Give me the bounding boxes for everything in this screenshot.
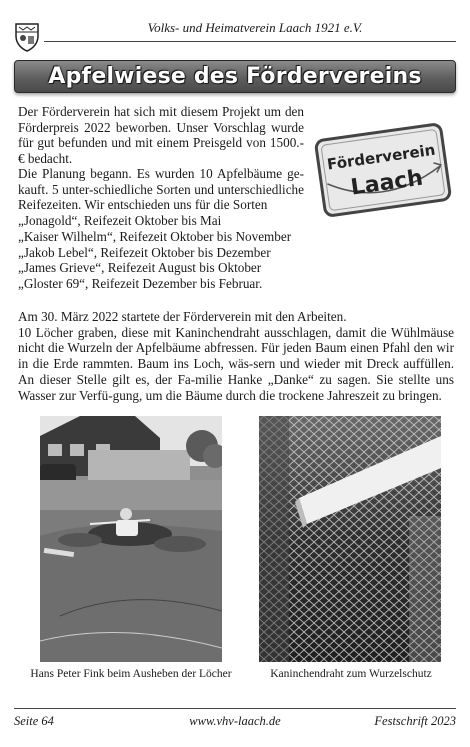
header-divider bbox=[44, 41, 456, 42]
page-number: Seite 64 bbox=[14, 714, 54, 728]
header-title: Volks- und Heimatverein Laach 1921 e.V. bbox=[147, 20, 363, 35]
title-banner bbox=[14, 60, 456, 93]
intro-paragraph: Der Förderverein hat sich mit diesem Projekt um den Förderpreis 2022 beworben. Unser Vorschlag wurde für gut befunden und mit einem Preisgeld von 1500.-€ bedacht. bbox=[18, 104, 304, 167]
page-title: Apfelwiese des Fördervereins bbox=[48, 64, 422, 89]
sign-line2: Laach bbox=[349, 165, 425, 201]
photo-caption-2: Kaninchendraht zum Wurzelschutz bbox=[270, 668, 432, 680]
planning-paragraph: Die Planung begann. Es wurden 10 Apfelbäume ge-kauft. 5 unter-schiedliche Sorten und unterschiedliche Reifezeiten. Wir entschieden uns für die Sorten bbox=[18, 166, 304, 213]
foerderverein-sign bbox=[310, 118, 456, 222]
sign-line1: Förderverein bbox=[325, 140, 437, 174]
variety-item: „Jonagold“, Reifezeit Oktober bis Mai bbox=[18, 213, 222, 229]
work-start-line: Am 30. März 2022 startete der Förderverein mit den Arbeiten. bbox=[18, 309, 347, 324]
website-url: www.vhv-laach.de bbox=[189, 714, 281, 728]
work-paragraph: 10 Löcher graben, diese mit Kaninchendraht ausschlagen, damit die Wühlmäuse nicht die Wurzeln der Apfelbäume abfressen. Für jeden Baum einen Pfahl den wir in die Erde rammten. Baum ins Loch, wäs-sern und wieder mit Dreck auffüllen. An dieser Stelle gilt es, der Fa-milie Hanke „Danke“ zu sagen. Sie stellte uns Wasser zur Verfü-gung, um die Bäume durch die trockene Jahreszeit zu bringen. bbox=[18, 324, 454, 403]
variety-item: „James Grieve“, Reifezeit August bis Oktober bbox=[18, 260, 262, 276]
planning-section bbox=[18, 166, 304, 292]
footer-divider bbox=[14, 708, 456, 709]
photo-caption-1: Hans Peter Fink beim Ausheben der Löcher bbox=[30, 668, 232, 680]
wire-mesh-photo bbox=[259, 416, 441, 662]
variety-item: „Kaiser Wilhelm“, Reifezeit Oktober bis November bbox=[18, 228, 292, 244]
variety-item: „Gloster 69“, Reifezeit Dezember bis Februar. bbox=[18, 275, 263, 291]
digging-photo bbox=[40, 416, 222, 662]
publication-name: Festschrift 2023 bbox=[374, 714, 456, 728]
variety-item: „Jakob Lebel“, Reifezeit Oktober bis Dezember bbox=[18, 244, 271, 260]
work-section bbox=[18, 309, 454, 403]
